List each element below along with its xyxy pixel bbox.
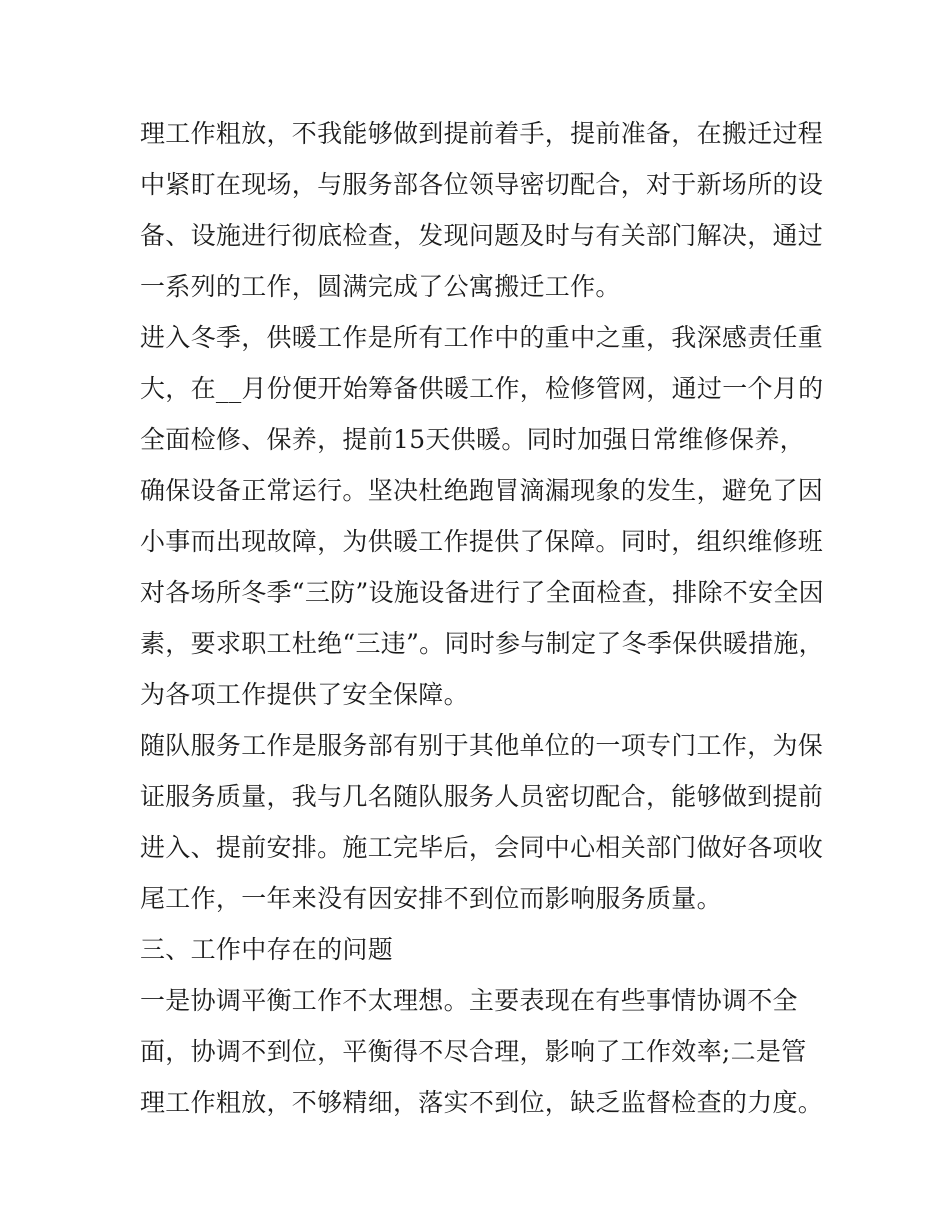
text-line: 随队服务工作是服务部有别于其他单位的一项专门工作，为保 — [140, 731, 824, 760]
text-line: 理工作粗放，不够精细，落实不到位，缺乏监督检查的力度。 — [140, 1088, 824, 1117]
text-line: 大，在__月份便开始筹备供暖工作，检修管网，通过一个月的 — [140, 374, 824, 403]
text-line: 证服务质量，我与几名随队服务人员密切配合，能够做到提前 — [140, 782, 824, 811]
text-line: 对各场所冬季“三防”设施设备进行了全面检查，排除不安全因 — [140, 578, 824, 607]
text-line: 小事而出现故障，为供暖工作提供了保障。同时，组织维修班 — [140, 527, 824, 556]
section-heading: 三、工作中存在的问题 — [140, 935, 394, 964]
text-line: 进入、提前安排。施工完毕后，会同中心相关部门做好各项收 — [140, 833, 824, 862]
text-line: 确保设备正常运行。坚决杜绝跑冒滴漏现象的发生，避免了因 — [140, 476, 824, 505]
text-line: 进入冬季，供暖工作是所有工作中的重中之重，我深感责任重 — [140, 323, 824, 352]
text-line: 一是协调平衡工作不太理想。主要表现在有些事情协调不全 — [140, 986, 798, 1015]
text-line: 理工作粗放，不我能够做到提前着手，提前准备，在搬迁过程 — [140, 119, 824, 148]
text-line: 备、设施进行彻底检查，发现问题及时与有关部门解决，通过 — [140, 221, 824, 250]
text-line: 面，协调不到位，平衡得不尽合理，影响了工作效率;二是管 — [140, 1037, 807, 1066]
text-line: 为各项工作提供了安全保障。 — [140, 680, 469, 709]
text-line: 尾工作，一年来没有因安排不到位而影响服务质量。 — [140, 884, 722, 913]
text-line: 中紧盯在现场，与服务部各位领导密切配合，对于新场所的设 — [140, 170, 824, 199]
document-body — [140, 108, 824, 1128]
text-line: 素，要求职工杜绝“三违”。同时参与制定了冬季保供暖措施， — [140, 629, 824, 658]
text-line: 一系列的工作，圆满完成了公寓搬迁工作。 — [140, 272, 621, 301]
text-line: 全面检修、保养，提前15天供暖。同时加强日常维修保养， — [140, 425, 805, 454]
